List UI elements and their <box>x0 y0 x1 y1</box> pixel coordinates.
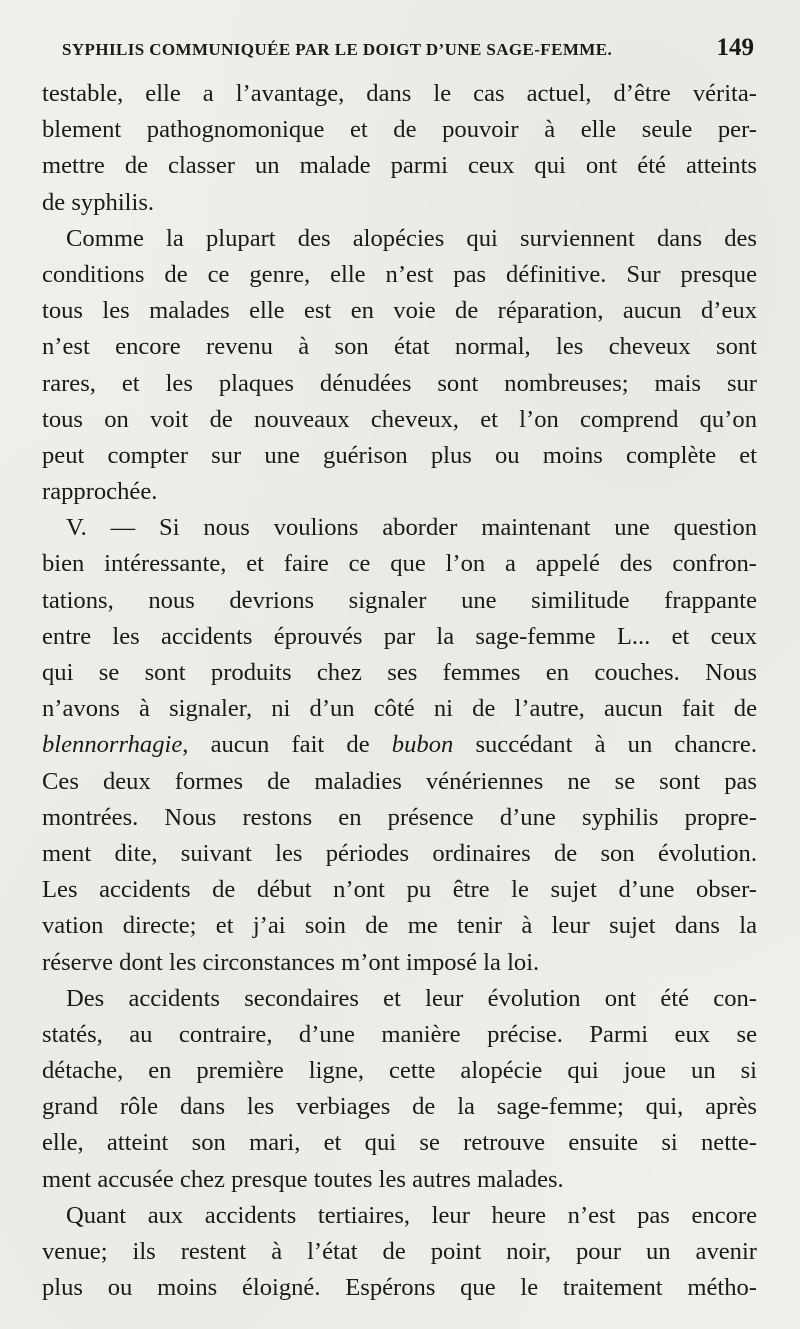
text-fragment: succédant à un chancre. <box>453 731 757 759</box>
text-line: montrées. Nous restons en présence d’une syphilis propre- <box>42 803 757 831</box>
running-header <box>62 36 762 68</box>
text-line: n’avons à signaler, ni d’un côté ni de l’autre, aucun fait de <box>42 695 757 723</box>
text-line: conditions de ce genre, elle n’est pas définitive. Sur presque <box>42 260 757 288</box>
text-line: rapprochée. <box>42 478 158 506</box>
text-line: statés, au contraire, d’une manière précise. Parmi eux se <box>42 1020 757 1048</box>
text-line: Les accidents de début n’ont pu être le sujet d’une obser- <box>42 876 757 904</box>
text-line: Des accidents secondaires et leur évolution ont été con- <box>66 984 757 1012</box>
text-line: détache, en première ligne, cette alopécie qui joue un si <box>42 1057 757 1085</box>
text-line: tations, nous devrions signaler une similitude frappante <box>42 586 757 614</box>
italic-term: bubon <box>391 731 454 759</box>
body-text <box>42 76 757 1306</box>
text-line: ment dite, suivant les périodes ordinaires de son évolution. <box>42 839 757 867</box>
text-line: V. — Si nous voulions aborder maintenant une question <box>66 514 757 542</box>
text-line: plus ou moins éloigné. Espérons que le traitement métho- <box>42 1274 757 1302</box>
text-line: mettre de classer un malade parmi ceux qui ont été atteints <box>42 152 757 180</box>
text-line: tous les malades elle est en voie de réparation, aucun d’eux <box>42 297 757 325</box>
running-title: SYPHILIS COMMUNIQUÉE PAR LE DOIGT D’UNE SAGE-FEMME. <box>62 40 613 59</box>
text-line: ment accusée chez presque toutes les autres malades. <box>42 1165 564 1193</box>
text-line: blement pathognomonique et de pouvoir à elle seule per- <box>42 116 757 144</box>
text-line: vation directe; et j’ai soin de me tenir à leur sujet dans la <box>42 912 757 940</box>
text-line: de syphilis. <box>42 188 155 216</box>
page-number: 149 <box>716 34 754 61</box>
text-line: n’est encore revenu à son état normal, les cheveux sont <box>42 333 757 361</box>
text-line: testable, elle a l’avantage, dans le cas actuel, d’être vérita- <box>42 80 757 107</box>
text-fragment: , aucun fait de <box>182 731 392 759</box>
text-line: réserve dont les circonstances m’ont imposé la loi. <box>42 948 540 976</box>
text-line: entre les accidents éprouvés par la sage-femme L... et ceux <box>42 622 757 650</box>
text-line: venue; ils restent à l’état de point noir, pour un avenir <box>42 1238 757 1265</box>
text-line: elle, atteint son mari, et qui se retrouve ensuite si nette- <box>42 1129 757 1157</box>
italic-term: blennorrhagie <box>42 731 183 759</box>
text-line: qui se sont produits chez ses femmes en couches. Nous <box>42 659 757 686</box>
text-line: peut compter sur une guérison plus ou moins complète et <box>42 441 757 469</box>
text-line: grand rôle dans les verbiages de la sage-femme; qui, après <box>42 1093 757 1121</box>
text-line: rares, et les plaques dénudées sont nombreuses; mais sur <box>42 369 757 397</box>
text-line: tous on voit de nouveaux cheveux, et l’on comprend qu’on <box>42 405 757 433</box>
text-line: bien intéressante, et faire ce que l’on a appelé des confron- <box>42 550 757 578</box>
text-line <box>42 727 757 763</box>
text-line: Quant aux accidents tertiaires, leur heure n’est pas encore <box>66 1201 757 1229</box>
text-line: Comme la plupart des alopécies qui surviennent dans des <box>66 224 757 252</box>
text-line: Ces deux formes de maladies vénériennes ne se sont pas <box>42 767 757 795</box>
